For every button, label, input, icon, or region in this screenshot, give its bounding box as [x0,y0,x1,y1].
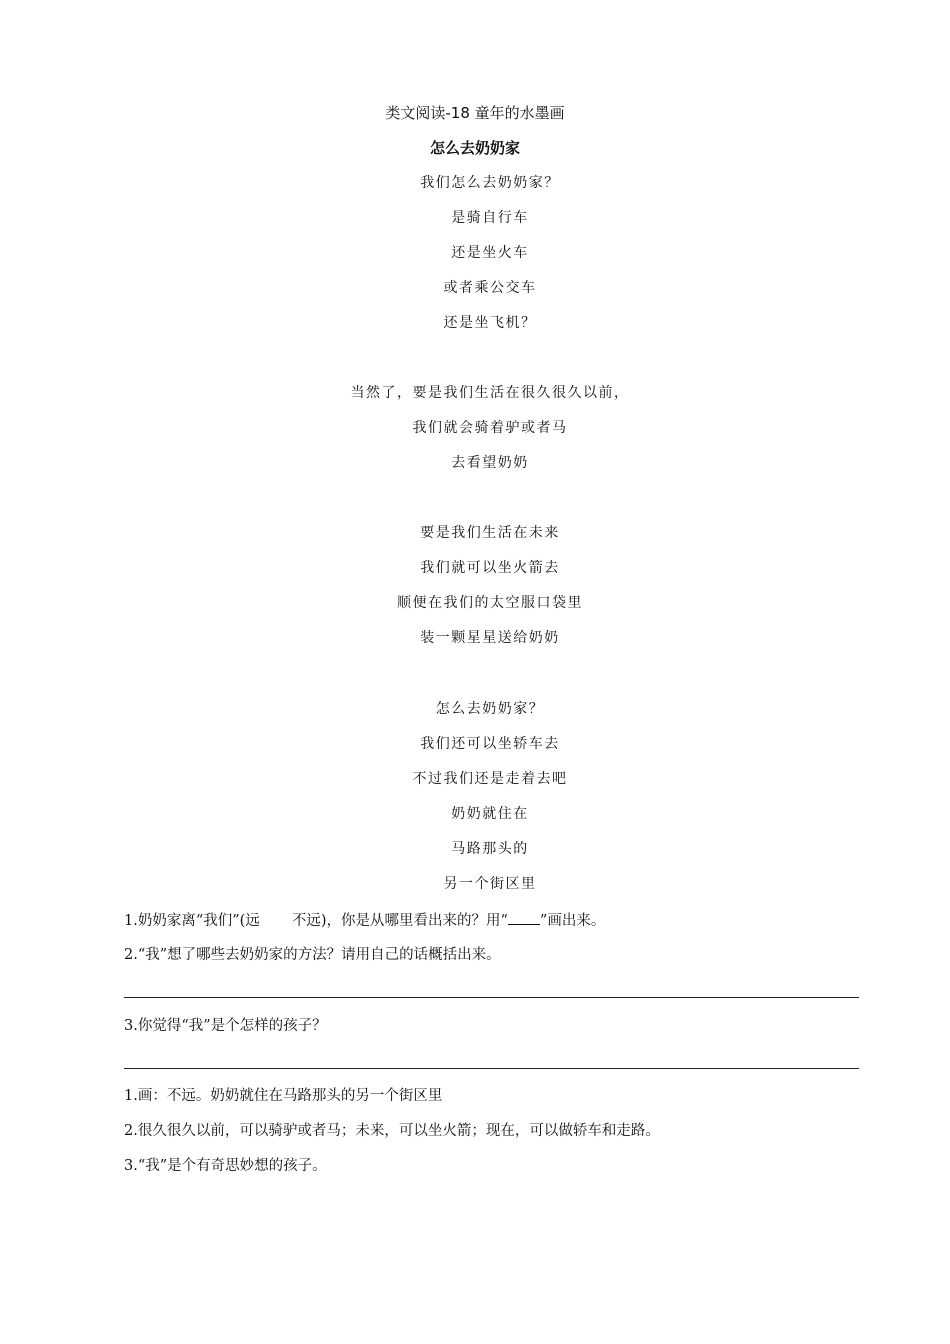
answer-2: 2.很久很久以前，可以骑驴或者马；未来，可以坐火箭；现在，可以做轿车和走路。 [124,1123,660,1139]
question-1-part-b: 不远)，你是从哪里看出来的？用“ [291,913,508,929]
poem-line: 顺便在我们的太空服口袋里 [397,595,583,611]
poem-line: 我们还可以坐轿车去 [420,736,560,752]
answer-line-2[interactable] [124,997,859,998]
document-title: 类文阅读-18 童年的水墨画 [385,104,565,122]
poem-line: 当然了，要是我们生活在很久很久以前， [350,385,630,401]
poem-line: 怎么去奶奶家？ [435,701,545,717]
poem-line: 我们就可以坐火箭去 [420,560,560,576]
poem-line: 是骑自行车 [451,210,529,226]
question-3: 3.你觉得“我”是个怎样的孩子？ [124,1018,327,1034]
poem-line: 还是坐飞机？ [443,315,537,331]
poem-line: 去看望奶奶 [451,455,529,471]
poem-line: 不过我们还是走着去吧 [412,771,568,787]
poem-line: 还是坐火车 [451,245,529,261]
poem-line: 我们就会骑着驴或者马 [412,420,568,436]
poem-line: 装一颗星星送给奶奶 [420,630,560,646]
poem-line: 要是我们生活在未来 [420,525,560,541]
question-1 [124,910,864,931]
question-1-part-c: ”画出来。 [539,913,606,929]
poem-line: 或者乘公交车 [443,280,537,296]
answer-line-3[interactable] [124,1068,859,1069]
poem-line: 我们怎么去奶奶家？ [420,175,560,191]
poem-line: 另一个街区里 [443,876,537,892]
underline-mark [508,910,540,925]
poem-line: 奶奶就住在 [451,806,529,822]
answer-1: 1.画：不远。奶奶就住在马路那头的另一个街区里 [124,1088,443,1104]
question-2: 2.“我”想了哪些去奶奶家的方法？请用自己的话概括出来。 [124,947,501,963]
question-1-part-a: 1.奶奶家离“我们”(远 [124,913,260,929]
answer-3: 3.“我”是个有奇思妙想的孩子。 [124,1158,327,1174]
poem-title: 怎么去奶奶家 [429,139,520,157]
poem-line: 马路那头的 [451,841,529,857]
